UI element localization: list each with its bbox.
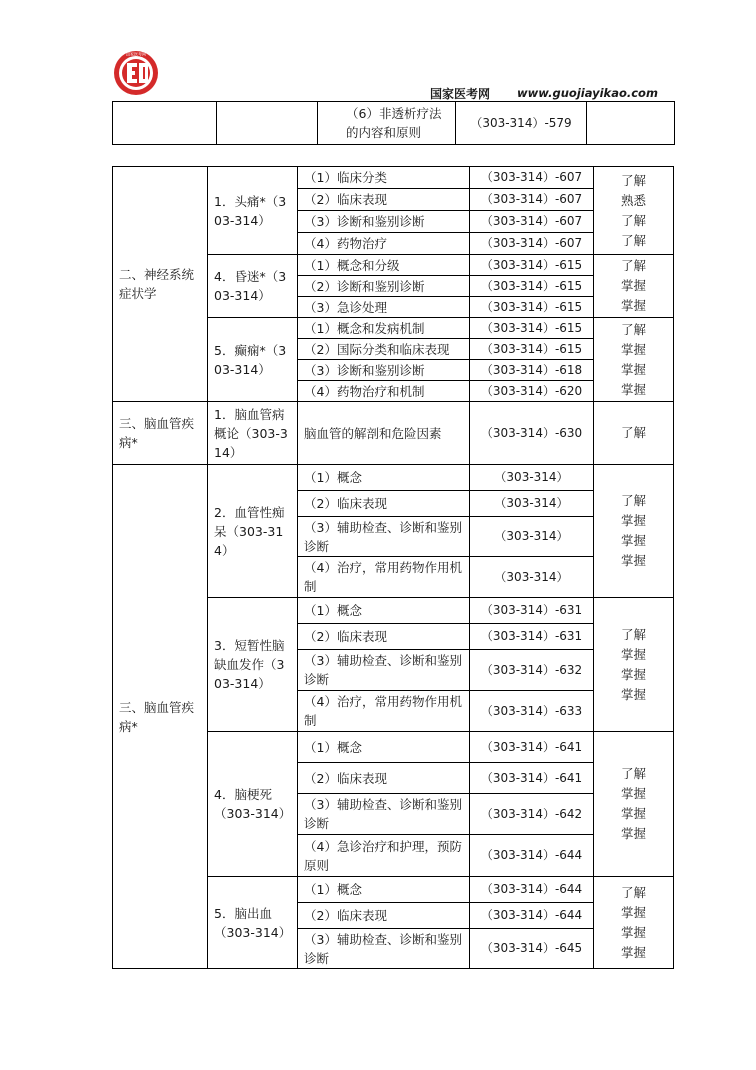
level-label: 了解 bbox=[620, 232, 646, 248]
topic-cell: 脑血管的解剖和危险因素 bbox=[298, 402, 470, 465]
group-cell: 1．脑血管病概论（303-314） bbox=[208, 402, 298, 465]
ref-cell: （303-314） bbox=[470, 491, 594, 517]
ref-cell: （303-314）-641 bbox=[470, 732, 594, 763]
ref-cell: （303-314） bbox=[470, 465, 594, 491]
ref-cell: （303-314）-630 bbox=[470, 402, 594, 465]
group-cell: 5．癫痫*（303-314） bbox=[208, 318, 298, 402]
ref-cell: （303-314）-607 bbox=[470, 189, 594, 211]
ref-cell: （303-314）-615 bbox=[470, 318, 594, 339]
level-label: 了解 bbox=[620, 766, 646, 781]
level-label: 了解 bbox=[620, 212, 646, 228]
level-cell bbox=[594, 402, 674, 465]
ref-cell: （303-314）-607 bbox=[470, 211, 594, 233]
level-cell bbox=[587, 102, 675, 145]
syllabus-table bbox=[112, 166, 674, 969]
topic-cell: （3）辅助检查、诊断和鉴别诊断 bbox=[298, 794, 470, 835]
level-label: 了解 bbox=[620, 321, 646, 337]
ref-cell: （303-314）-644 bbox=[470, 903, 594, 929]
ref-cell: （303-314）-633 bbox=[470, 691, 594, 732]
topic-cell: （1）概念 bbox=[298, 877, 470, 903]
topic-cell: （2）诊断和鉴别诊断 bbox=[298, 276, 470, 297]
level-label: 掌握 bbox=[620, 904, 646, 920]
level-label: 掌握 bbox=[620, 341, 646, 357]
ref-cell: （303-314） bbox=[470, 557, 594, 598]
ref-cell: （303-314） bbox=[470, 517, 594, 557]
level-label: 掌握 bbox=[620, 686, 646, 702]
topic-cell: （6）非透析疗法的内容和原则 bbox=[318, 102, 456, 145]
ref-cell: （303-314）-607 bbox=[470, 167, 594, 189]
group-cell: 3．短暂性脑缺血发作（303-314） bbox=[208, 598, 298, 732]
topic-cell: （1）概念和分级 bbox=[298, 255, 470, 276]
ref-cell: （303-314）-642 bbox=[470, 794, 594, 835]
group-cell: 2．血管性痴呆（303-314） bbox=[208, 465, 298, 598]
level-label: 了解 bbox=[620, 884, 646, 900]
level-label: 掌握 bbox=[620, 666, 646, 682]
ref-cell: （303-314）-620 bbox=[470, 381, 594, 402]
table-row bbox=[113, 167, 674, 189]
topic-cell: （2）临床表现 bbox=[298, 189, 470, 211]
level-label: 掌握 bbox=[620, 924, 646, 940]
topic-cell: （1）概念 bbox=[298, 732, 470, 763]
level-cell bbox=[594, 598, 674, 732]
ref-cell: （303-314）-645 bbox=[470, 929, 594, 969]
ref-cell: （303-314）-631 bbox=[470, 624, 594, 650]
topic-cell: （2）临床表现 bbox=[298, 624, 470, 650]
group-cell: 5．脑出血（303-314） bbox=[208, 877, 298, 969]
brand-logo bbox=[112, 49, 160, 97]
unit-cell: 三、脑血管疾病* bbox=[113, 465, 208, 969]
topic-cell: （4）治疗，常用药物作用机制 bbox=[298, 557, 470, 598]
group-cell: 4．脑梗死（303-314） bbox=[208, 732, 298, 877]
ref-cell: （303-314）-631 bbox=[470, 598, 594, 624]
ref-cell: （303-314）-644 bbox=[470, 835, 594, 877]
continuation-table bbox=[112, 101, 675, 145]
table-row bbox=[113, 102, 675, 145]
level-label: 掌握 bbox=[620, 533, 646, 548]
topic-cell: （2）国际分类和临床表现 bbox=[298, 339, 470, 360]
topic-cell: （2）临床表现 bbox=[298, 903, 470, 929]
level-cell bbox=[594, 465, 674, 598]
level-label: 掌握 bbox=[620, 944, 646, 960]
topic-cell: （2）临床表现 bbox=[298, 763, 470, 794]
group-cell: 1．头痛*（303-314） bbox=[208, 167, 298, 255]
level-label: 掌握 bbox=[620, 381, 646, 397]
level-label: 了解 bbox=[620, 493, 646, 508]
topic-cell: （3）诊断和鉴别诊断 bbox=[298, 360, 470, 381]
topic-cell: （1）概念 bbox=[298, 465, 470, 491]
level-label: 了解 bbox=[620, 258, 646, 273]
level-label: 掌握 bbox=[620, 826, 646, 841]
topic-cell: （2）临床表现 bbox=[298, 491, 470, 517]
level-label: 掌握 bbox=[620, 361, 646, 377]
brand-name: 国家医考网 bbox=[430, 87, 491, 101]
topic-cell: （4）药物治疗 bbox=[298, 233, 470, 255]
unit-cell: 三、脑血管疾病* bbox=[113, 402, 208, 465]
topic-cell: （3）辅助检查、诊断和鉴别诊断 bbox=[298, 517, 470, 557]
ref-cell: （303-314）-579 bbox=[456, 102, 587, 145]
level-cell bbox=[594, 732, 674, 877]
level-label: 掌握 bbox=[620, 553, 646, 568]
level-label: 了解 bbox=[620, 425, 646, 440]
topic-cell: （1）概念 bbox=[298, 598, 470, 624]
level-label: 了解 bbox=[620, 626, 646, 642]
level-cell bbox=[594, 255, 674, 318]
topic-cell: （4）急诊治疗和护理，预防原则 bbox=[298, 835, 470, 877]
topic-cell: （1）概念和发病机制 bbox=[298, 318, 470, 339]
unit-cell: 二、神经系统症状学 bbox=[113, 167, 208, 402]
ref-cell: （303-314）-641 bbox=[470, 763, 594, 794]
topic-cell: （3）诊断和鉴别诊断 bbox=[298, 211, 470, 233]
table-row bbox=[113, 402, 674, 465]
ref-cell: （303-314）-618 bbox=[470, 360, 594, 381]
table-row bbox=[113, 465, 674, 491]
ref-cell: （303-314）-644 bbox=[470, 877, 594, 903]
level-cell bbox=[594, 318, 674, 402]
ref-cell: （303-314）-615 bbox=[470, 276, 594, 297]
group-cell: 4．昏迷*（303-314） bbox=[208, 255, 298, 318]
ref-cell: （303-314）-615 bbox=[470, 297, 594, 318]
level-label: 了解 bbox=[620, 172, 646, 188]
group-cell bbox=[217, 102, 318, 145]
level-label: 掌握 bbox=[620, 786, 646, 801]
level-label: 掌握 bbox=[620, 278, 646, 293]
ref-cell: （303-314）-615 bbox=[470, 255, 594, 276]
ref-cell: （303-314）-607 bbox=[470, 233, 594, 255]
topic-cell: （4）治疗，常用药物作用机制 bbox=[298, 691, 470, 732]
topic-cell: （1）临床分类 bbox=[298, 167, 470, 189]
site-url[interactable]: www.guojiayikao.com bbox=[517, 86, 658, 100]
ref-cell: （303-314）-632 bbox=[470, 650, 594, 691]
level-label: 掌握 bbox=[620, 513, 646, 528]
unit-cell bbox=[113, 102, 217, 145]
level-label: 掌握 bbox=[620, 646, 646, 662]
topic-cell: （3）辅助检查、诊断和鉴别诊断 bbox=[298, 929, 470, 969]
topic-cell: （3）急诊处理 bbox=[298, 297, 470, 318]
level-label: 掌握 bbox=[620, 298, 646, 313]
ref-cell: （303-314）-615 bbox=[470, 339, 594, 360]
topic-cell: （4）药物治疗和机制 bbox=[298, 381, 470, 402]
topic-cell: （3）辅助检查、诊断和鉴别诊断 bbox=[298, 650, 470, 691]
level-cell bbox=[594, 167, 674, 255]
level-label: 熟悉 bbox=[620, 192, 646, 208]
level-label: 掌握 bbox=[620, 806, 646, 821]
logo-text: 国家医考网 bbox=[126, 51, 146, 57]
level-cell bbox=[594, 877, 674, 969]
